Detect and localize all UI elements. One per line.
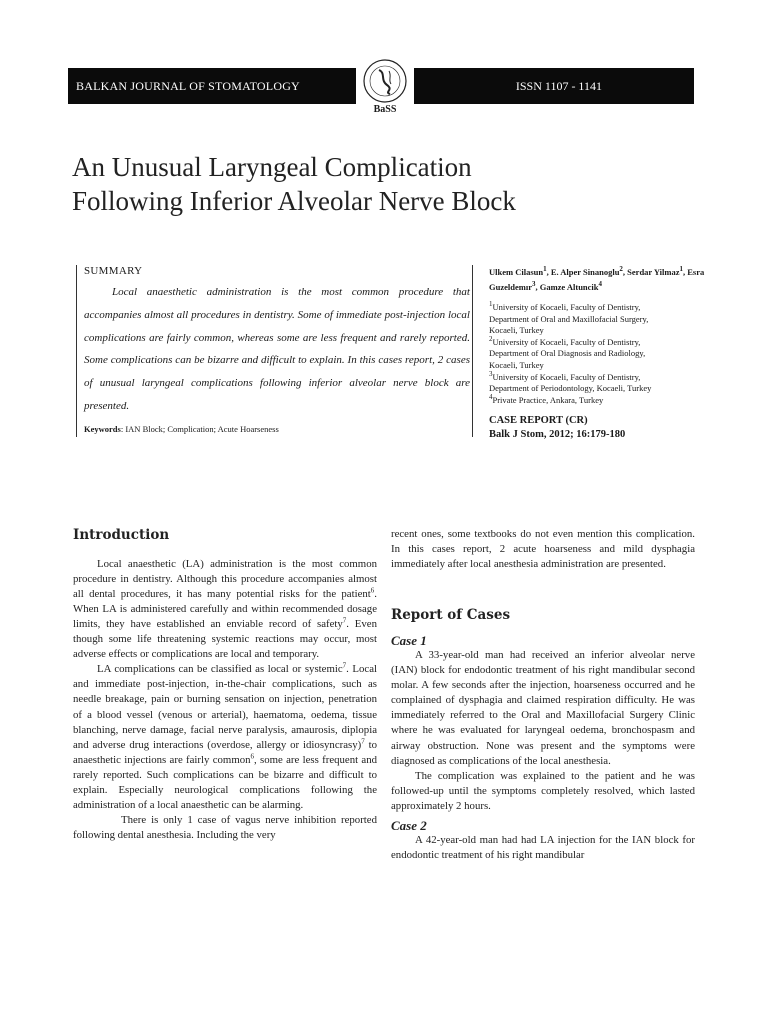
society-logo <box>356 56 414 118</box>
logo-text: BaSS <box>373 104 397 115</box>
keywords-list: : IAN Block; Complication; Acute Hoarseness <box>120 423 279 434</box>
author-list: Ulkem Cilasun$^1$, E. Alper Sinanoglu$^2$, Serdar Yilmaz$^1$, Esra Guzeldemır$^3$, Gamze Altuncik$^4$ <box>489 265 705 292</box>
citation: Balk J Stom, 2012; 16:179-180 <box>489 429 626 441</box>
affiliation-3: $^3$University of Kocaeli, Faculty of Dentistry, Department of Periodontology, Kocaeli, Turkey <box>489 369 652 394</box>
article-title <box>72 150 632 218</box>
paragraph: A 42-year-old man had had LA injection for the IAN block for endodontic treatment of his right mandibular <box>391 833 695 861</box>
logo-emblem-icon <box>362 58 408 104</box>
issn: ISSN 1107 - 1141 <box>515 79 602 93</box>
left-column <box>73 528 377 843</box>
section-heading-report-of-cases: Report of Cases <box>391 607 511 624</box>
summary-heading: SUMMARY <box>84 265 143 277</box>
article-type-citation <box>489 414 721 442</box>
section-heading-introduction: Introduction <box>73 527 170 543</box>
paragraph: There is only 1 case of vagus nerve inhibition reported following dental anesthesia. Including the very <box>73 813 377 841</box>
affiliation-2: $^2$University of Kocaeli, Faculty of Dentistry, Department of Oral Diagnosis and Radiology, Kocaeli, Turkey <box>489 334 646 370</box>
paragraph: LA complications can be classified as local or systemic$^7$. Local and immediate post-injection, in-the-chair complications, such as needle breakage, pain or burning sensation on injection, penetration of a blood vessel (venous or arterial), haematoma, oedema, tissue blanching, nerve damage, facial nerve paralysis, amaurosis, diplopia and adverse drug interactions (overdose, allergy or idiosyncrasy)$^7$ to anaesthetic injections are fairly common$^6$, some are less frequent and rarely reported. Such complications can be bizarre and difficult to explain. Especially neurological complications following the administration of a local anaesthetic can be alarming. <box>73 661 377 811</box>
journal-name: BALKAN JOURNAL OF STOMATOLOGY <box>76 79 300 93</box>
summary-text: Local anaesthetic administration is the most common procedure that accompanies almost all procedures in dentistry. Some of immediate post-injection local complications are fairly common, whereas some are less frequent and rarely reported. Some complications can be bizarre and difficult to explain. In this cases report, 2 cases of unusual laryngeal complications following inferior alveolar nerve block are presented. <box>84 286 470 412</box>
paragraph: The complication was explained to the patient and he was followed-up until the symptoms completely resolved, which lasted approximately 2 hours. <box>391 769 695 812</box>
case-1-heading: Case 1 <box>391 633 427 649</box>
case-2-heading: Case 2 <box>391 817 427 833</box>
author-info <box>472 265 721 441</box>
author-name: Gamze Altuncik <box>539 282 599 292</box>
summary-section <box>76 265 470 437</box>
paragraph: Local anaesthetic (LA) administration is the most common procedure in dentistry. Although this procedure accompanies almost all dental procedures, it has many potential risks for the patient$^6$. When LA is administered carefully and within recommended dosage limits, they have established an enviable record of safety$^7$. Even though some life threatening systemic reactions may occur, most adverse effects or complications are local and temporary. <box>73 558 377 661</box>
keywords-label: Keywords <box>84 423 121 434</box>
title-line-2: Following Inferior Alveolar Nerve Block <box>72 186 516 216</box>
author-name: E. Alper Sinanoglu <box>550 267 620 277</box>
keywords <box>84 424 470 434</box>
author-name: Serdar Yilmaz <box>627 267 680 277</box>
affiliation-1: $^1$University of Kocaeli, Faculty of Dentistry, Department of Oral and Maxillofacial Surgery, Kocaeli, Turkey <box>489 300 649 336</box>
title-line-1: An Unusual Laryngeal Complication <box>72 152 472 182</box>
author-name: Esra Guzeldemır <box>489 267 705 292</box>
paragraph: A 33-year-old man had received an inferior alveolar nerve (IAN) block for endodontic treatment of his right mandibular second molar. A few seconds after the injection, hoarseness occurred and he complained of dysphagia and claimed respiration difficulty. He was immediately referred to the Oral and Maxillofacial Surgery Clinic where he was evaluated for laryngeal oedema, bronchospasm and airway obstruction. None was present and the symptoms were diagnosed as complications of the local anesthesia. <box>391 649 695 767</box>
author-name: Ulkem Cilasun <box>489 267 544 277</box>
affiliation-4: $^4$Private Practice, Ankara, Turkey <box>489 392 604 405</box>
paragraph: recent ones, some textbooks do not even mention this complication. In this cases report, 2 acute hoarseness and mild dysphagia immediately after local anesthesia administration are presented. <box>391 528 695 571</box>
affiliations <box>489 302 721 406</box>
article-type: CASE REPORT (CR) <box>489 415 588 427</box>
right-column <box>391 527 695 863</box>
